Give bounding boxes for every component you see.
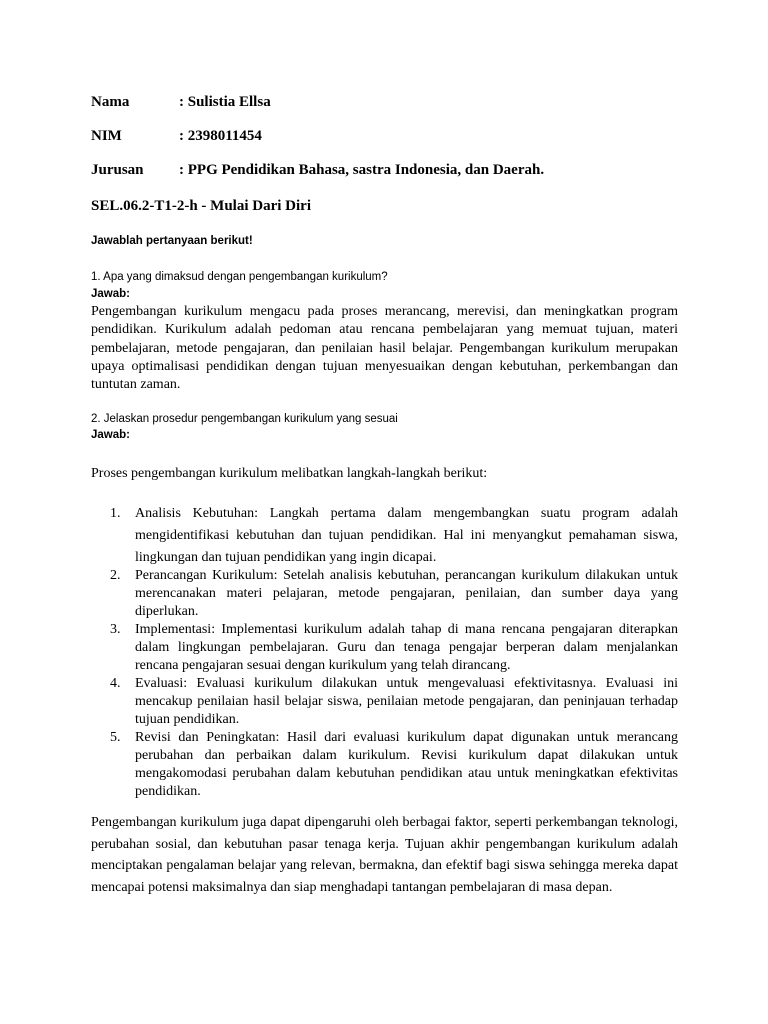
answer-1: Pengembangan kurikulum mengacu pada proses merancang, merevisi, dan meningkatkan program pendidikan. Kurikulum adalah pedoman atau rencana pembelajaran yang memuat tujuan, materi pembelajaran, metode pengajaran, dan penilaian hasil belajar. Pengembangan kurikulum merupakan upaya optimalisasi pendidikan dengan tujuan menyesuaikan dengan kebutuhan, perkembangan dan tuntutan zaman. bbox=[91, 304, 678, 393]
jurusan-label: Jurusan bbox=[91, 162, 144, 178]
step-number: 5. bbox=[110, 730, 121, 745]
list-item bbox=[110, 503, 678, 569]
nama-value: : Sulistia Ellsa bbox=[179, 94, 271, 110]
jawab-label-1: Jawab: bbox=[91, 288, 130, 300]
list-item bbox=[110, 567, 678, 621]
step-number: 2. bbox=[110, 568, 121, 583]
step-number: 3. bbox=[110, 622, 121, 637]
step-text: Evaluasi: Evaluasi kurikulum dilakukan untuk mengevaluasi efektivitasnya. Evaluasi ini mencakup penilaian hasil belajar siswa, penilaian metode pengajaran, dan peninjauan terhadap tujuan pendidikan. bbox=[135, 676, 678, 727]
step-text: Revisi dan Peningkatan: Hasil dari evaluasi kurikulum dapat digunakan untuk merancang perubahan dan perbaikan dalam kurikulum. Revisi kurikulum dapat dilakukan untuk mengakomodasi perubahan dalam kebutuhan pendidikan atau untuk meningkatkan efektivitas pendidikan. bbox=[135, 730, 678, 799]
step-number: 1. bbox=[110, 506, 121, 521]
procedure-steps-list bbox=[110, 503, 678, 801]
step-text: Perancangan Kurikulum: Setelah analisis kebutuhan, perancangan kurikulum dilakukan untuk merencanakan materi pelajaran, metode pengajaran, penilaian, dan sumber daya yang diperlukan. bbox=[135, 568, 678, 619]
step-text: Analisis Kebutuhan: Langkah pertama dalam mengembangkan suatu program adalah mengidentifikasi kebutuhan dan tujuan pendidikan. Hal ini menyangkut pemahaman siswa, lingkungan dan tujuan pendidikan yang ingin dicapai. bbox=[135, 506, 678, 565]
answer-2-lead: Proses pengembangan kurikulum melibatkan langkah-langkah berikut: bbox=[91, 466, 488, 481]
question-2: 2. Jelaskan prosedur pengembangan kurikulum yang sesuai bbox=[91, 413, 398, 425]
list-item bbox=[110, 621, 678, 675]
info-row-nama bbox=[91, 93, 271, 111]
nim-label: NIM bbox=[91, 128, 122, 144]
answer-2-closing: Pengembangan kurikulum juga dapat dipengaruhi oleh berbagai faktor, seperti perkembangan teknologi, perubahan sosial, dan kebutuhan pasar tenaga kerja. Tujuan akhir pengembangan kurikulum adalah menciptakan pengalaman belajar yang relevan, bermakna, dan efektif bagi siswa sehingga mereka dapat mencapai potensi maksimalnya dan siap menghadapi tantangan pembelajaran di masa depan. bbox=[91, 815, 678, 895]
info-row-nim bbox=[91, 127, 262, 145]
step-text: Implementasi: Implementasi kurikulum adalah tahap di mana rencana pengajaran diterapkan dalam lingkungan pembelajaran. Guru dan tenaga pengajar berperan dalam menjalankan rencana pengajaran sesuai dengan kurikulum yang telah dirancang. bbox=[135, 622, 678, 673]
list-item bbox=[110, 675, 678, 729]
question-1: 1. Apa yang dimaksud dengan pengembangan kurikulum? bbox=[91, 271, 388, 283]
list-item bbox=[110, 729, 678, 801]
jawab-label-2: Jawab: bbox=[91, 429, 130, 441]
document-title: SEL.06.2-T1-2-h - Mulai Dari Diri bbox=[91, 198, 311, 214]
step-number: 4. bbox=[110, 676, 121, 691]
jurusan-value: : PPG Pendidikan Bahasa, sastra Indonesia, dan Daerah. bbox=[179, 162, 545, 178]
nama-label: Nama bbox=[91, 94, 130, 110]
instruction-text: Jawablah pertanyaan berikut! bbox=[91, 235, 253, 247]
info-row-jurusan bbox=[91, 161, 544, 179]
nim-value: : 2398011454 bbox=[179, 128, 262, 144]
